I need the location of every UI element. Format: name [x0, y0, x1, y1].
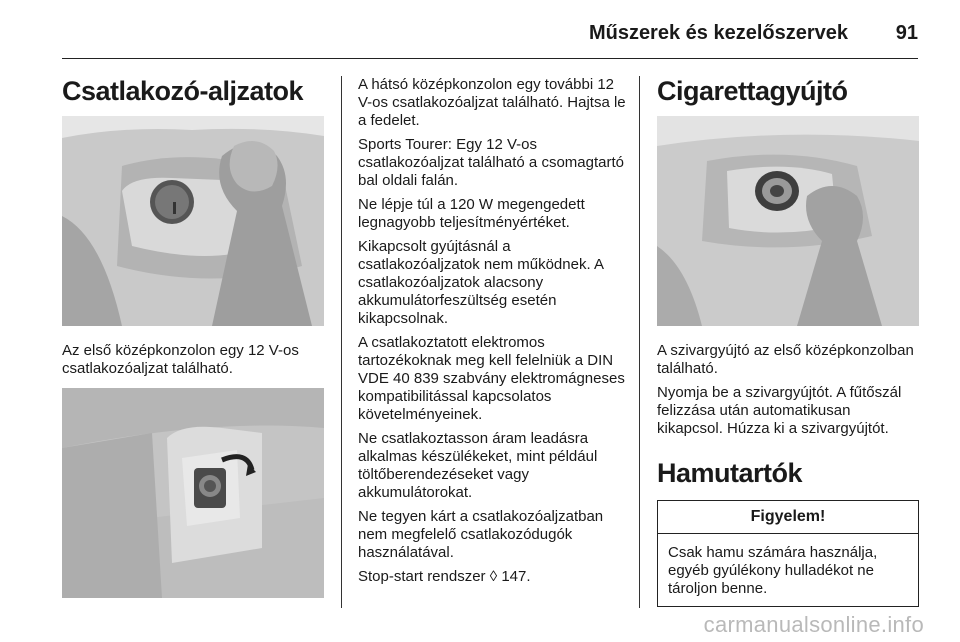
column-2 — [358, 76, 626, 592]
notice-box — [657, 500, 919, 607]
cigarette-lighter-photo — [657, 116, 919, 326]
paragraph: Sports Tourer: Egy 12 V-os csatlakozóaljzat található a csomagtartó bal oldali falán. — [358, 136, 624, 189]
column-divider — [341, 76, 342, 608]
xref-page: 147. — [501, 568, 531, 585]
notice-title: Figyelem! — [658, 501, 918, 534]
section-heading-lighter: Cigarettagyújtó — [657, 76, 848, 106]
page-number: 91 — [895, 22, 918, 44]
cross-reference[interactable] — [358, 568, 626, 586]
section-heading-sockets: Csatlakozó-aljzatok — [62, 76, 304, 106]
xref-arrow-icon: ◊ — [489, 568, 498, 585]
paragraph: Ne lépje túl a 120 W megengedett legnagyobb teljesítményértéket. — [358, 196, 585, 231]
xref-text: Stop-start rendszer — [358, 568, 486, 585]
front-socket-caption: Az első középkonzolon egy 12 V-os csatlakozóaljzat található. — [62, 342, 299, 377]
paragraph: A csatlakoztatott elektromos tartozékoknak meg kell felelniük a DIN VDE 40 839 szabvány elektromágneses kompatibilitással kapcsolatos követelményeinek. — [358, 334, 625, 423]
notice-text: Csak hamu számára használja, egyéb gyúlékony hulladékot ne tároljon benne. — [668, 544, 878, 597]
rear-socket-photo — [62, 388, 324, 598]
column-divider — [639, 76, 640, 608]
section-heading-ashtrays: Hamutartók — [657, 458, 803, 488]
front-socket-photo — [62, 116, 324, 326]
lighter-location-text: A szivargyújtó az első középkonzolban található. — [657, 342, 914, 377]
paragraph: Kikapcsolt gyújtásnál a csatlakozóaljzatok nem működnek. A csatlakozóaljzatok alacsony akkumulátorfeszültség esetén kikapcsolnak. — [358, 238, 604, 327]
paragraph: Ne tegyen kárt a csatlakozóaljzatban nem megfelelő csatlakozódugók használatával. — [358, 508, 604, 561]
paragraph: A hátsó középkonzolon egy további 12 V-os csatlakozóaljzat található. Hajtsa le a fedelet. — [358, 76, 626, 129]
column-3 — [657, 70, 919, 607]
column-1 — [62, 70, 324, 598]
page-header — [62, 12, 918, 59]
paragraph: Ne csatlakoztasson áram leadásra alkalmas készülékeket, mint például töltőberendezéseket vagy akkumulátorokat. — [358, 430, 598, 501]
watermark: carmanualsonline.info — [703, 612, 924, 637]
header-title: Műszerek és kezelőszervek — [588, 22, 848, 44]
lighter-usage-text: Nyomja be a szivargyújtót. A fűtőszál felizzása után automatikusan kikapcsol. Húzza ki a szivargyújtót. — [657, 384, 902, 437]
